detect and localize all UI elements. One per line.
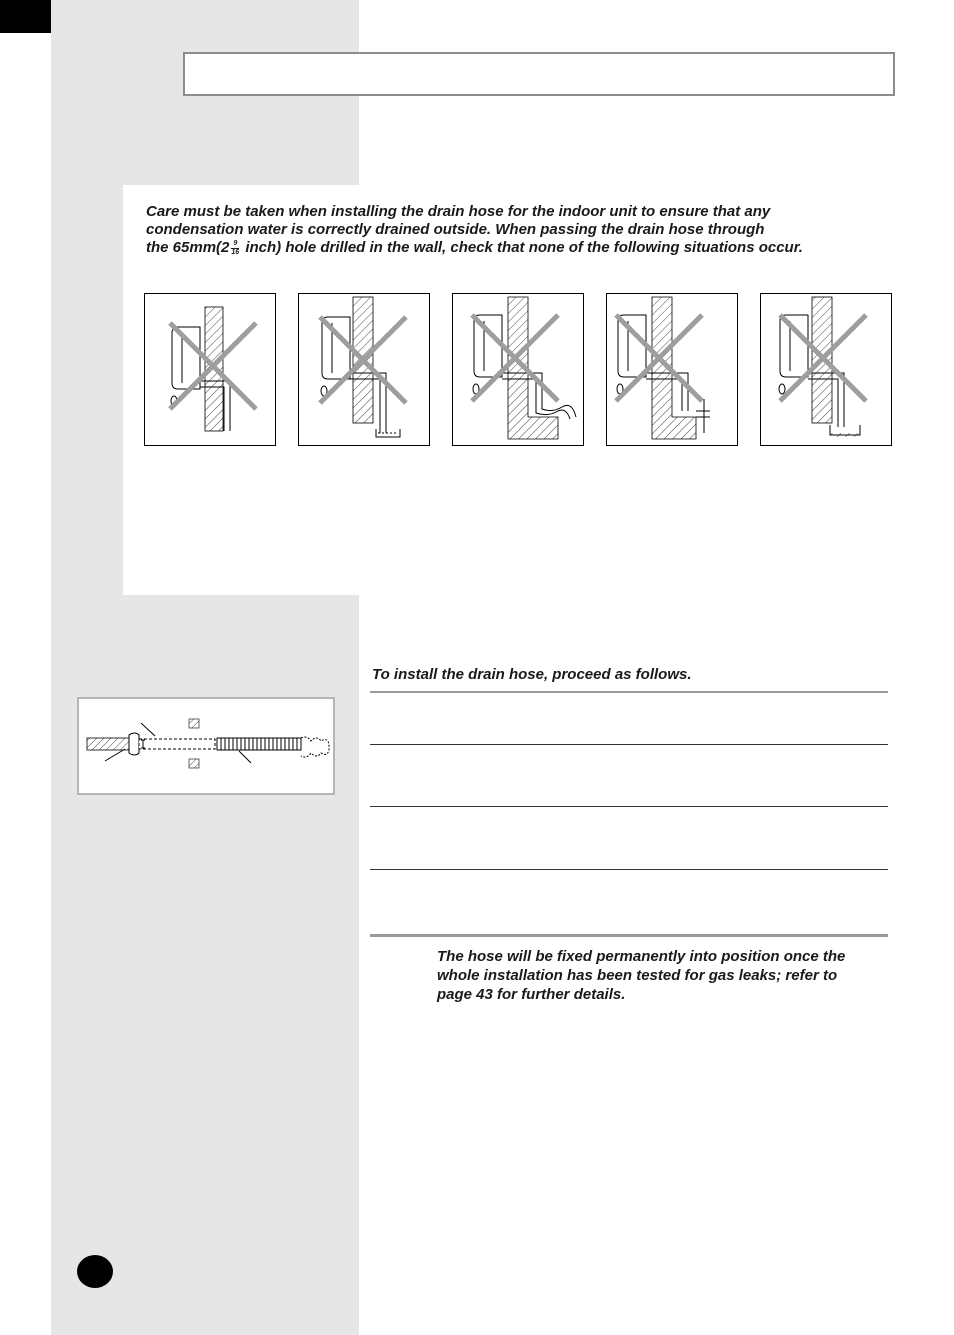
intro-paragraph (146, 203, 866, 257)
section-title-box (183, 52, 895, 96)
note-line-3: page 43 for further details. (437, 986, 626, 1003)
drain-hose-diagram (77, 697, 335, 795)
step-row-2 (370, 745, 888, 806)
step-row-1 (370, 693, 888, 744)
step-row-3 (370, 807, 888, 869)
fraction-numerator: 9 (233, 239, 238, 247)
intro-line-3-end: inch) hole drilled in the wall, check that none of the following situations occur. (241, 239, 803, 256)
diagram-gap-to-ground (760, 293, 892, 446)
diagram-hose-raised (144, 293, 276, 446)
divider-bottom (370, 934, 888, 937)
page-number-marker (77, 1255, 113, 1288)
note-line-2: whole installation has been tested for gas leaks; refer to (437, 967, 838, 984)
fraction (231, 240, 239, 257)
note-line-1: The hose will be fixed permanently into position once the (437, 948, 846, 965)
intro-line-1: Care must be taken when installing the drain hose for the indoor unit to ensure that any (146, 203, 771, 220)
fraction-whole: 2 (221, 239, 230, 256)
fraction-denominator: 16 (231, 248, 240, 256)
diagram-hose-end-raised (606, 293, 738, 446)
step-row-4 (370, 870, 888, 934)
instruction-text: To install the drain hose, proceed as follows. (372, 666, 692, 683)
intro-line-2: condensation water is correctly drained outside. When passing the drain hose through (146, 221, 765, 238)
note-text (437, 947, 877, 1004)
intro-line-3-start: the 65mm( (146, 239, 222, 256)
diagram-hose-waved (452, 293, 584, 446)
diagram-hose-end-in-water (298, 293, 430, 446)
